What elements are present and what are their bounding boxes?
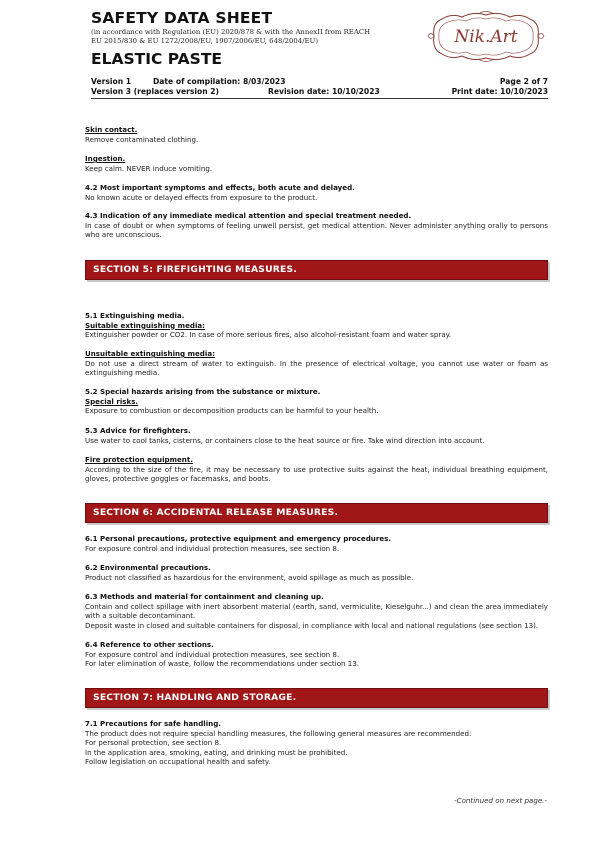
fire-protection-text: According to the size of the fire, it may be necessary to use protective suits against the heat, individual breathing equipment, gloves, protective goggles or facemasks, and boots.: [85, 464, 548, 484]
section-6-1-heading: 6.1 Personal precautions, protective equipment and emergency procedures.: [85, 534, 392, 543]
suitable-media-heading: Suitable extinguishing media:: [85, 320, 206, 330]
section-6-4-heading: 6.4 Reference to other sections.: [85, 640, 214, 649]
section-6-2-heading: 6.2 Environmental precautions.: [85, 563, 211, 572]
section-5-3: [85, 426, 548, 445]
page-number: Page 2 of 7: [499, 77, 548, 86]
section-7-1-line-2: For personal protection, see section 8.: [85, 738, 222, 748]
section-7-1-line-4: Follow legislation on occupational health and safety.: [85, 757, 271, 767]
section-6-bar: SECTION 6: ACCIDENTAL RELEASE MEASURES.: [85, 503, 548, 523]
skin-contact-heading: Skin contact.: [85, 125, 138, 134]
regulation-note: [91, 28, 370, 46]
section-6-4: [85, 640, 548, 669]
section-6-1: [85, 534, 548, 553]
section-4-3: [85, 211, 548, 240]
revision-date: Revision date: 10/10/2023: [268, 87, 380, 96]
section-5-3-heading: 5.3 Advice for firefighters.: [85, 426, 191, 435]
special-risks-text: Exposure to combustion or decomposition products can be harmful to your health.: [85, 406, 379, 416]
section-7-1: [85, 719, 548, 767]
section-7-1-heading: 7.1 Precautions for safe handling.: [85, 719, 221, 728]
section-4-2-heading: 4.2 Most important symptoms and effects, both acute and delayed.: [85, 183, 355, 192]
section-5-1: [85, 311, 548, 340]
ingestion-heading: Ingestion.: [85, 154, 126, 163]
compilation-date: Date of compilation: 8/03/2023: [153, 77, 286, 86]
skin-contact-text: Remove contaminated clothing.: [85, 134, 199, 144]
section-6-4-text-1: For exposure control and individual protection measures, see section 8.: [85, 649, 340, 659]
regulation-line-2: EU 2015/830 & EU 1272/2008/EU, 1907/2006/EU, 648/2004/EU): [91, 37, 319, 45]
section-7-1-line-1: The product does not require special handling measures, the following general measures are recommended:: [85, 728, 472, 738]
section-6-3-text-2: Deposit waste in closed and suitable containers for disposal, in compliance with local and national regulations (see section 13).: [85, 620, 539, 630]
fire-protection-heading: Fire protection equipment.: [85, 455, 193, 464]
unsuitable-media-text: Do not use a direct stream of water to extinguish. In the presence of electrical voltage, you cannot use water or foam as extinguishing media.: [85, 358, 548, 378]
regulation-line-1: (in accordance with Regulation (EU) 2020/878 & with the AnnexII from REACH: [91, 28, 371, 36]
ingestion-block: [85, 154, 548, 173]
section-5-1-heading: 5.1 Extinguishing media.: [85, 311, 185, 320]
section-6-3-heading: 6.3 Methods and material for containment and cleaning up.: [85, 592, 324, 601]
print-date: Print date: 10/10/2023: [451, 87, 548, 96]
section-5-2: [85, 387, 548, 416]
logo-wordmark: Nik.Art: [454, 27, 518, 47]
document-title: SAFETY DATA SHEET: [91, 9, 273, 27]
special-risks-heading: Special risks.: [85, 396, 139, 406]
section-5-3-text: Use water to cool tanks, cisterns, or containers close to the heat source or fire. Take wind direction into account.: [85, 435, 485, 445]
header-divider: [91, 98, 548, 99]
product-name: ELASTIC PASTE: [91, 50, 222, 68]
unsuitable-media-block: [85, 349, 548, 378]
version-replaces: Version 3 (replaces version 2): [91, 87, 220, 96]
section-6-2: [85, 563, 548, 582]
section-6-3-text-1: Contain and collect spillage with inert absorbent material (earth, sand, vermiculite, Kieselguhr...) and clean the area immediately with a suitable decontaminant.: [85, 601, 548, 621]
continued-note: -Continued on next page.-: [454, 796, 547, 805]
version: Version 1: [91, 77, 132, 86]
section-5-2-heading: 5.2 Special hazards arising from the substance or mixture.: [85, 387, 321, 396]
ingestion-text: Keep calm. NEVER induce vomiting.: [85, 163, 213, 173]
section-6-3: [85, 592, 548, 630]
section-4-2: [85, 183, 548, 202]
section-5-bar: SECTION 5: FIREFIGHTING MEASURES.: [85, 260, 548, 280]
section-4-3-text: In case of doubt or when symptoms of feeling unwell persist, get medical attention. Never administer anything orally to persons who are unconscious.: [85, 220, 548, 240]
section-6-1-text: For exposure control and individual protection measures, see section 8.: [85, 543, 340, 553]
nikart-logo: [422, 9, 550, 64]
section-4-2-text: No known acute or delayed effects from exposure to the product.: [85, 192, 318, 202]
section-4-3-heading: 4.3 Indication of any immediate medical attention and special treatment needed.: [85, 211, 412, 220]
suitable-media-text: Extinguisher powder or CO2. In case of more serious fires, also alcohol-resistant foam and water spray.: [85, 330, 452, 340]
section-6-4-text-2: For later elimination of waste, follow the recommendations under section 13.: [85, 659, 360, 669]
section-6-2-text: Product not classified as hazardous for the environment, avoid spillage as much as possible.: [85, 572, 414, 582]
fire-protection-block: [85, 455, 548, 484]
skin-contact-block: [85, 125, 548, 144]
unsuitable-media-heading: Unsuitable extinguishing media:: [85, 349, 215, 358]
section-7-bar: SECTION 7: HANDLING AND STORAGE.: [85, 688, 548, 708]
section-7-1-line-3: In the application area, smoking, eating, and drinking must be prohibited.: [85, 747, 348, 757]
